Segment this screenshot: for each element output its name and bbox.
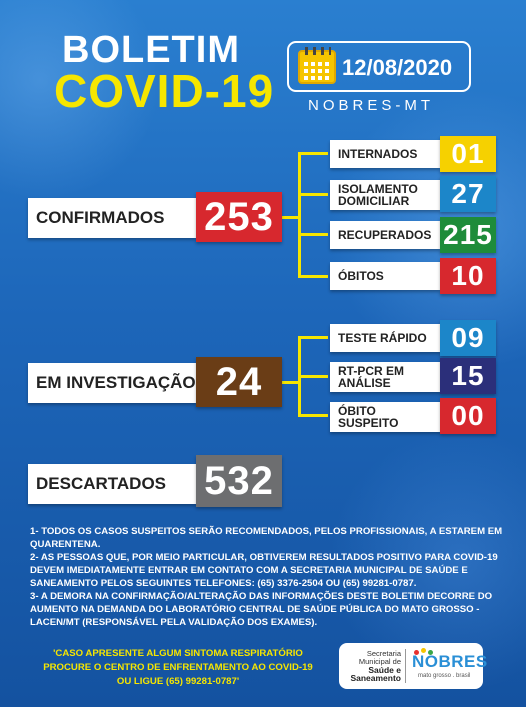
connector-line	[298, 193, 328, 196]
callout-line-1: 'CASO APRESENTE ALGUM SINTOMA RESPIRATÓRIO	[53, 648, 303, 659]
isolamento-value: 27	[440, 176, 496, 212]
notes-section	[30, 525, 506, 629]
connector-line	[298, 152, 301, 278]
investigacao-value: 24	[196, 357, 282, 407]
teste-rapido-value: 09	[440, 320, 496, 356]
internados-label: INTERNADOS	[330, 140, 440, 168]
rt-pcr-value: 15	[440, 358, 496, 394]
connector-line	[298, 275, 328, 278]
descartados-value: 532	[196, 455, 282, 507]
connector-line	[281, 381, 299, 384]
obito-suspeito-label	[330, 402, 440, 432]
secretaria-line-2: Municipal de	[358, 657, 401, 666]
connector-line	[298, 233, 328, 236]
footer-logo	[339, 643, 488, 689]
city-label: NOBRES-MT	[308, 97, 434, 114]
callout-line-2: PROCURE O CENTRO DE ENFRENTAMENTO AO COVID-19	[43, 662, 313, 673]
teste-rapido-label: TESTE RÁPIDO	[330, 324, 440, 352]
note-1: 1- TODOS OS CASOS SUSPEITOS SERÃO RECOMENDADOS, PELOS PROFISSIONAIS, A ESTAREM EM QUARENTENA.	[30, 526, 503, 550]
recuperados-label: RECUPERADOS	[330, 221, 440, 249]
note-2: 2- AS PESSOAS QUE, POR MEIO PARTICULAR, OBTIVEREM RESULTADOS POSITIVO PARA COVID-19 DEVEM IMEDIATAMENTE ENTRAR EM CONTATO COM A SECRETARIA MUNICIPAL DE SAÚDE E SANEAMENTO PELOS SEGUINTES TELEFONES: (65) 3376-2504 OU (65) 99281-0787.	[30, 552, 498, 589]
callout-line-3: OU LIGUE (65) 99281-0787'	[116, 676, 240, 687]
connector-line	[298, 152, 328, 155]
investigacao-label: EM INVESTIGAÇÃO	[28, 363, 196, 403]
symptom-callout	[38, 647, 318, 689]
title-line-1: BOLETIM	[62, 29, 240, 71]
rt-pcr-label-text: RT-PCR EM ANÁLISE	[338, 364, 404, 390]
bulletin-date: 12/08/2020	[342, 55, 453, 80]
nobres-tagline: mato grosso . brasil	[418, 673, 471, 679]
isolamento-label-text: ISOLAMENTO DOMICILIAR	[338, 182, 418, 208]
nobres-logo	[406, 646, 488, 686]
secretaria-text	[339, 650, 405, 682]
internados-value: 01	[440, 136, 496, 172]
secretaria-line-3: Saúde e	[368, 665, 401, 675]
obito-suspeito-value: 00	[440, 398, 496, 434]
calendar-icon	[298, 50, 336, 84]
rt-pcr-label	[330, 362, 440, 392]
descartados-label: DESCARTADOS	[28, 464, 196, 504]
obitos-label: ÓBITOS	[330, 262, 440, 290]
obitos-value: 10	[440, 258, 496, 294]
nobres-brand: NOBRES	[412, 652, 488, 671]
secretaria-line-1: Secretaria	[366, 649, 401, 658]
secretaria-line-4: Saneamento	[350, 673, 401, 683]
title-line-2: COVID-19	[54, 65, 275, 117]
confirmados-value: 253	[196, 192, 282, 242]
isolamento-label	[330, 180, 440, 210]
confirmados-label: CONFIRMADOS	[28, 198, 196, 238]
connector-line	[281, 216, 299, 219]
note-3: 3- A DEMORA NA CONFIRMAÇÃO/ALTERAÇÃO DAS INFORMAÇÕES DESTE BOLETIM DECORRE DO AUMENTO NA DEMANDA DO LABORATÓRIO CENTRAL DE SAÚDE PÚBLICA DO MATO GROSSO - LACEN/MT (RESPONSÁVEL PELA VALIDAÇÃO DOS EXAMES).	[30, 591, 493, 628]
recuperados-value: 215	[440, 217, 496, 253]
obito-suspeito-label-text: ÓBITO SUSPEITO	[338, 404, 399, 430]
connector-line	[298, 414, 328, 417]
connector-line	[298, 375, 328, 378]
connector-line	[298, 336, 328, 339]
